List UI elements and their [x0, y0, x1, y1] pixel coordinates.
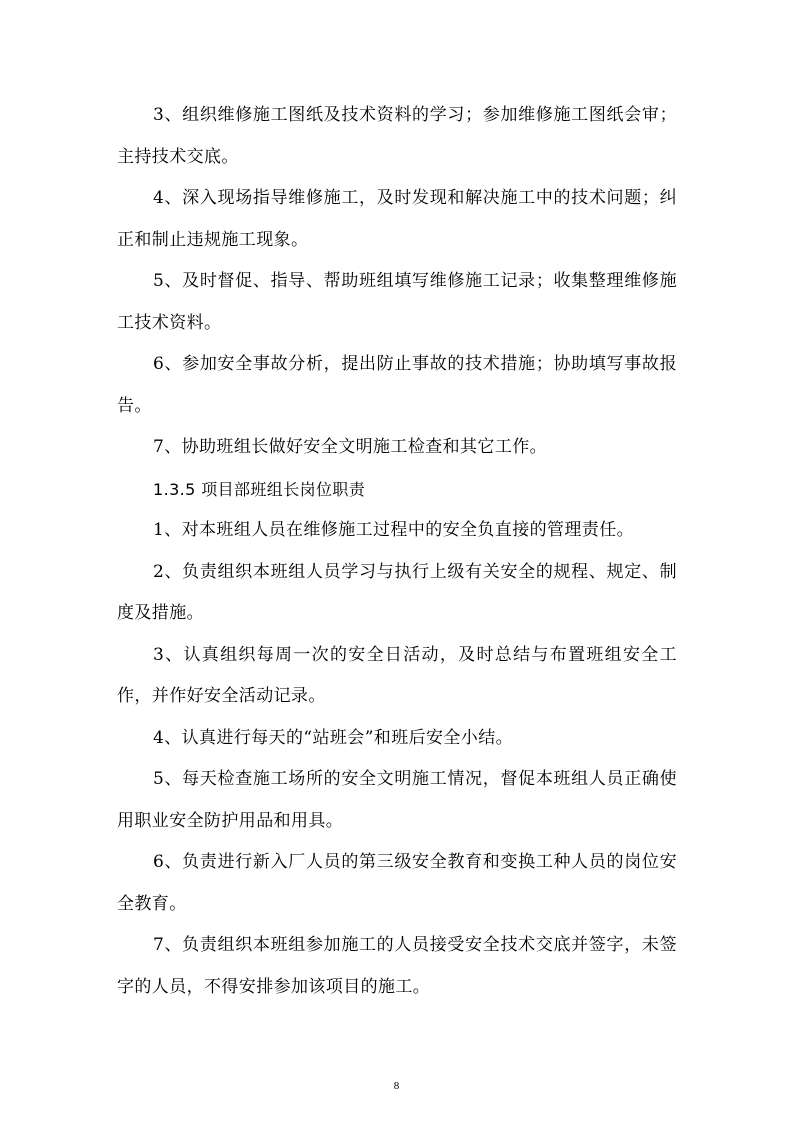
paragraph-item-4: 4、深入现场指导维修施工，及时发现和解决施工中的技术问题；纠正和制止违规施工现象。 — [117, 188, 677, 250]
paragraph-item-7: 7、协助班组长做好安全文明施工检查和其它工作。 — [153, 437, 548, 457]
section-item-3: 3、认真组织每周一次的安全日活动，及时总结与布置班组安全工作，并作好安全活动记录。 — [117, 644, 677, 706]
page-number: 8 — [393, 1080, 400, 1092]
document-body — [117, 95, 677, 1008]
paragraph-item-6: 6、参加安全事故分析，提出防止事故的技术措施；协助填写事故报告。 — [117, 354, 677, 416]
section-item-6: 6、负责进行新入厂人员的第三级安全教育和变换工种人员的岗位安全教育。 — [117, 852, 677, 914]
section-item-2: 2、负责组织本班组人员学习与执行上级有关安全的规程、规定、制度及措施。 — [117, 561, 677, 623]
section-item-5: 5、每天检查施工场所的安全文明施工情况，督促本班组人员正确使用职业安全防护用品和用具。 — [117, 769, 677, 831]
section-item-1: 1、对本班组人员在维修施工过程中的安全负直接的管理责任。 — [153, 520, 635, 540]
section-item-4: 4、认真进行每天的“站班会”和班后安全小结。 — [153, 727, 513, 748]
section-item-7: 7、负责组织本班组参加施工的人员接受安全技术交底并签字，未签字的人员，不得安排参加该项目的施工。 — [117, 935, 677, 997]
paragraph-item-3: 3、组织维修施工图纸及技术资料的学习；参加维修施工图纸会审；主持技术交底。 — [117, 105, 677, 167]
paragraph-item-5: 5、及时督促、指导、帮助班组填写维修施工记录；收集整理维修施工技术资料。 — [117, 271, 677, 333]
section-heading: 1.3.5 项目部班组长岗位职责 — [153, 479, 366, 499]
